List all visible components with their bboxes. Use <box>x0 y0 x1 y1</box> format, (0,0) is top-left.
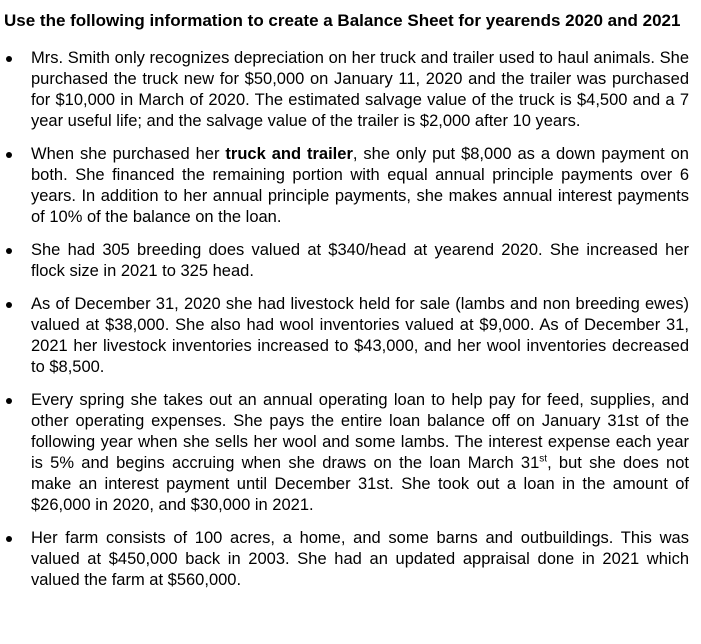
bullet-financing-bold: truck and trailer <box>225 145 353 163</box>
bullet-financing <box>4 144 689 228</box>
bullet-operating-loan-text-post: , but she does not make an interest payment until December 31st. She took out a loan in the amount of $26,000 in 2020, and $30,000 in 2021. <box>31 454 689 514</box>
info-bullet-list <box>4 48 689 591</box>
bullet-depreciation <box>4 48 689 132</box>
bullet-farm-value-text: Her farm consists of 100 acres, a home, and some barns and outbuildings. This was valued at $450,000 back in 2003. She had an updated appraisal done in 2021 which valued the farm at $560,000. <box>31 529 689 589</box>
ordinal-superscript: st <box>539 453 548 465</box>
bullet-farm-value <box>4 528 689 591</box>
page-heading: Use the following information to create a Balance Sheet for yearends 2020 and 2021 <box>4 11 681 30</box>
bullet-breeding-does-text: She had 305 breeding does valued at $340/head at yearend 2020. She increased her flock size in 2021 to 325 head. <box>31 241 689 280</box>
bullet-operating-loan-text-pre: Every spring she takes out an annual operating loan to help pay for feed, supplies, and other operating expenses. She pays the entire loan balance off on January 31st of the following year when she sells her wool and some lambs. The interest expense each year is 5% and begins accruing when she draws on the loan March 31 <box>31 391 689 472</box>
bullet-operating-loan <box>4 390 689 516</box>
bullet-financing-text-pre: When she purchased her <box>31 145 226 163</box>
bullet-inventories <box>4 294 689 378</box>
bullet-inventories-text: As of December 31, 2020 she had livestock held for sale (lambs and non breeding ewes) valued at $38,000. She also had wool inventories valued at $9,000. As of December 31, 2021 her livestock inventories increased to $43,000, and her wool inventories decreased to $8,500. <box>31 295 689 376</box>
bullet-financing-text-post: , she only put $8,000 as a down payment on both. She financed the remaining portion with equal annual principle payments over 6 years. In addition to her annual principle payments, she makes annual interest payments of 10% of the balance on the loan. <box>31 145 689 226</box>
bullet-breeding-does <box>4 240 689 282</box>
bullet-depreciation-text: Mrs. Smith only recognizes depreciation on her truck and trailer used to haul animals. She purchased the truck new for $50,000 on January 11, 2020 and the trailer was purchased for $10,000 in March of 2020. The estimated salvage value of the truck is $4,500 and a 7 year useful life; and the salvage value of the trailer is $2,000 after 10 years. <box>31 49 689 130</box>
